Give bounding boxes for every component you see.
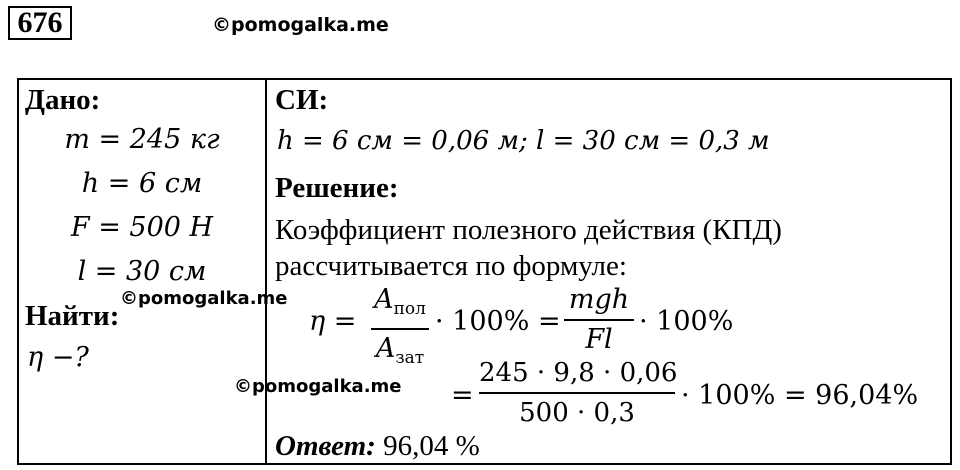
watermark: ©pomogalka.me bbox=[120, 288, 288, 309]
answer-value: 96,04 % bbox=[383, 430, 480, 462]
solution-label: Решение: bbox=[275, 172, 399, 204]
fraction-bar bbox=[479, 392, 675, 394]
fraction-useful-over-spent bbox=[371, 283, 429, 375]
fraction-numeric bbox=[479, 356, 678, 430]
solution-text-line2: рассчитывается по формуле: bbox=[275, 250, 627, 282]
watermark: ©pomogalka.me bbox=[234, 376, 402, 397]
formula-tail: · 100% bbox=[639, 306, 734, 337]
answer-line bbox=[275, 430, 480, 463]
si-conversion: h = 6 см = 0,06 м; l = 30 см = 0,3 м bbox=[277, 126, 770, 156]
formula-mid: · 100% = bbox=[435, 306, 561, 337]
formula2-result: · 100% = 96,04% bbox=[681, 380, 919, 411]
fraction-mgh-over-fl bbox=[564, 283, 634, 357]
fraction-denominator: 500 · 0,3 bbox=[519, 398, 635, 428]
watermark: ©pomogalka.me bbox=[212, 14, 389, 36]
solution-text-line1: Коэффициент полезного действия (КПД) bbox=[275, 214, 782, 246]
fraction-numerator: $A_{пол}$ bbox=[374, 284, 426, 319]
fraction-bar bbox=[371, 328, 429, 330]
given-length: l = 30 см bbox=[77, 256, 207, 287]
find-value: η −? bbox=[27, 342, 89, 373]
fraction-denominator: Fl bbox=[585, 324, 613, 355]
find-label: Найти: bbox=[25, 300, 120, 332]
fraction-numerator: mgh bbox=[568, 284, 630, 315]
problem-number: 676 bbox=[8, 6, 72, 40]
given-mass: m = 245 кг bbox=[64, 124, 220, 155]
answer-label: Ответ: bbox=[275, 430, 376, 462]
fraction-numerator: 245 · 9,8 · 0,06 bbox=[479, 358, 678, 388]
solution-table bbox=[17, 78, 952, 465]
fraction-denominator: $A_{зат}$ bbox=[375, 333, 425, 368]
given-label: Дано: bbox=[25, 84, 101, 116]
formula2-eq: = bbox=[451, 380, 474, 411]
fraction-bar bbox=[564, 319, 634, 321]
si-label: СИ: bbox=[275, 84, 329, 116]
given-force: F = 500 Н bbox=[70, 212, 214, 243]
formula-eta-lhs: η = bbox=[309, 306, 357, 337]
column-divider bbox=[265, 80, 267, 463]
given-height: h = 6 см bbox=[81, 168, 203, 199]
